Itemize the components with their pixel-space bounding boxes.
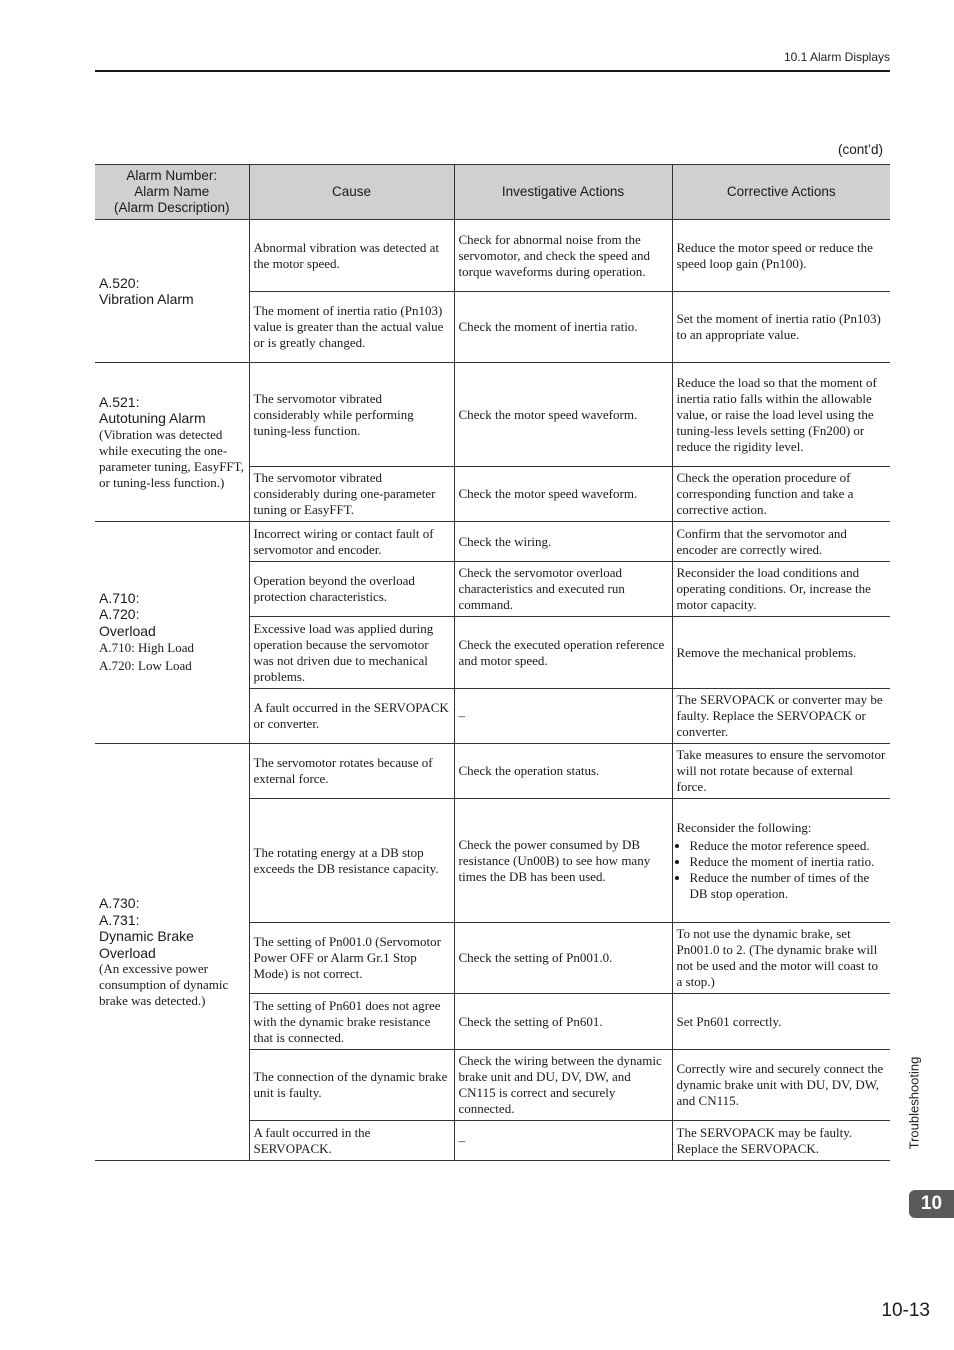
alarm-cell-a521: A.521: Autotuning Alarm (Vibration was detected while executing the one-parameter tuning, EasyFFT, or tuning-less function.) xyxy=(95,363,249,522)
investigative-cell: Check the wiring. xyxy=(454,522,672,562)
investigative-cell: Check the wiring between the dynamic brake unit and DU, DV, DW, and CN115 is correct and securely connected. xyxy=(454,1050,672,1121)
investigative-cell: Check the executed operation reference and motor speed. xyxy=(454,617,672,689)
cause-cell: Excessive load was applied during operation because the servomotor was not driven due to mechanical problems. xyxy=(249,617,454,689)
cause-cell: A fault occurred in the SERVOPACK. xyxy=(249,1121,454,1161)
header-cause: Cause xyxy=(249,165,454,220)
investigative-cell: – xyxy=(454,689,672,744)
cause-cell: The setting of Pn001.0 (Servomotor Power OFF or Alarm Gr.1 Stop Mode) is not correct. xyxy=(249,923,454,994)
section-header: 10.1 Alarm Displays xyxy=(783,50,890,64)
cause-cell: The setting of Pn601 does not agree with the dynamic brake resistance that is connected. xyxy=(249,994,454,1050)
cause-cell: The servomotor rotates because of external force. xyxy=(249,744,454,799)
corrective-cell: Remove the mechanical problems. xyxy=(672,617,890,689)
header-rule xyxy=(95,70,890,72)
investigative-cell: Check the motor speed waveform. xyxy=(454,467,672,522)
table-row xyxy=(95,220,890,292)
cause-cell: The moment of inertia ratio (Pn103) value is greater than the actual value or is greatly changed. xyxy=(249,292,454,363)
investigative-cell: Check for abnormal noise from the servomotor, and check the speed and torque waveforms during operation. xyxy=(454,220,672,292)
header-alarm: Alarm Number: Alarm Name (Alarm Description) xyxy=(95,165,249,220)
corrective-cell: Confirm that the servomotor and encoder are correctly wired. xyxy=(672,522,890,562)
corrective-cell: Reduce the motor speed or reduce the speed loop gain (Pn100). xyxy=(672,220,890,292)
list-item: • Reduce the motor reference speed. xyxy=(690,838,887,854)
cause-cell: Abnormal vibration was detected at the motor speed. xyxy=(249,220,454,292)
investigative-cell: Check the servomotor overload characteristics and executed run command. xyxy=(454,562,672,617)
investigative-cell: Check the setting of Pn601. xyxy=(454,994,672,1050)
cause-cell: The servomotor vibrated considerably during one-parameter tuning or EasyFFT. xyxy=(249,467,454,522)
corrective-cell: To not use the dynamic brake, set Pn001.0 to 2. (The dynamic brake will not be used and the motor will coast to a stop.) xyxy=(672,923,890,994)
cause-cell: A fault occurred in the SERVOPACK or converter. xyxy=(249,689,454,744)
investigative-cell: – xyxy=(454,1121,672,1161)
list-item: • Reduce the moment of inertia ratio. xyxy=(690,854,887,870)
cause-cell: The rotating energy at a DB stop exceeds the DB resistance capacity. xyxy=(249,799,454,923)
page-number: 10-13 xyxy=(881,1300,930,1321)
corrective-cell: Set Pn601 correctly. xyxy=(672,994,890,1050)
list-item: • Reduce the number of times of the DB stop operation. xyxy=(690,870,887,902)
investigative-cell: Check the operation status. xyxy=(454,744,672,799)
investigative-cell: Check the moment of inertia ratio. xyxy=(454,292,672,363)
table-row xyxy=(95,522,890,562)
corrective-cell: Correctly wire and securely connect the dynamic brake unit with DU, DV, DW, and CN115. xyxy=(672,1050,890,1121)
corrective-cell: Reconsider the load conditions and operating conditions. Or, increase the motor capacity. xyxy=(672,562,890,617)
table-header-row xyxy=(95,165,890,220)
cause-cell: The connection of the dynamic brake unit is faulty. xyxy=(249,1050,454,1121)
side-tab-troubleshooting: Troubleshooting xyxy=(906,1056,922,1149)
chapter-badge: 10 xyxy=(909,1190,954,1218)
investigative-cell: Check the motor speed waveform. xyxy=(454,363,672,467)
corrective-cell: Check the operation procedure of corresponding function and take a corrective action. xyxy=(672,467,890,522)
corrective-cell: Take measures to ensure the servomotor will not rotate because of external force. xyxy=(672,744,890,799)
corrective-cell: The SERVOPACK or converter may be faulty. Replace the SERVOPACK or converter. xyxy=(672,689,890,744)
header-corrective: Corrective Actions xyxy=(672,165,890,220)
continued-label: (cont’d) xyxy=(837,142,883,157)
cause-cell: Incorrect wiring or contact fault of servomotor and encoder. xyxy=(249,522,454,562)
alarm-cell-a710: A.710: A.720: Overload A.710: High Load A.720: Low Load xyxy=(95,522,249,744)
table-row xyxy=(95,363,890,467)
cause-cell: The servomotor vibrated considerably while performing tuning-less function. xyxy=(249,363,454,467)
cause-cell: Operation beyond the overload protection characteristics. xyxy=(249,562,454,617)
corrective-cell: Reconsider the following: • Reduce the motor reference speed. • Reduce the moment of inertia ratio. • Reduce the number of times of the DB stop operation. xyxy=(672,799,890,923)
alarm-cell-a730: A.730: A.731: Dynamic Brake Overload (An excessive power consumption of dynamic brake was detected.) xyxy=(95,744,249,1161)
alarm-cell-a520: A.520: Vibration Alarm xyxy=(95,220,249,363)
alarm-table xyxy=(95,164,890,1161)
corrective-bullet-list xyxy=(677,838,887,902)
corrective-cell: The SERVOPACK may be faulty. Replace the SERVOPACK. xyxy=(672,1121,890,1161)
corrective-cell: Reduce the load so that the moment of inertia ratio falls within the allowable value, or raise the load level using the tuning-less levels setting (Fn200) or reduce the rigidity level. xyxy=(672,363,890,467)
investigative-cell: Check the setting of Pn001.0. xyxy=(454,923,672,994)
table-row xyxy=(95,744,890,799)
corrective-cell: Set the moment of inertia ratio (Pn103) to an appropriate value. xyxy=(672,292,890,363)
header-investigative: Investigative Actions xyxy=(454,165,672,220)
investigative-cell: Check the power consumed by DB resistance (Un00B) to see how many times the DB has been used. xyxy=(454,799,672,923)
